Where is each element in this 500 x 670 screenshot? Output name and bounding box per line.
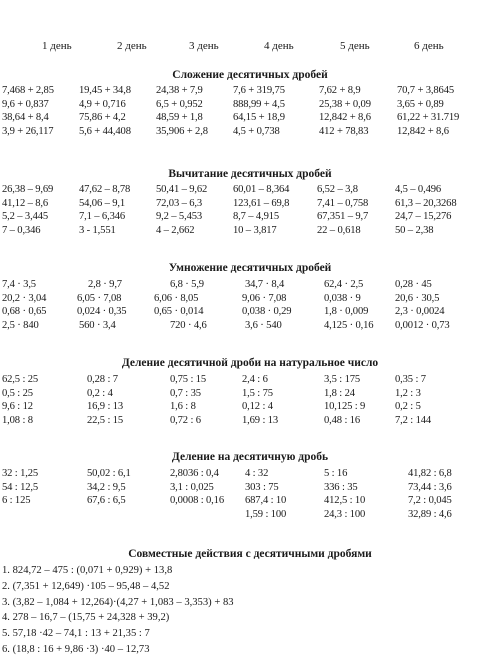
problem-cell: 19,45 + 34,8 <box>79 85 131 96</box>
problem-cell: 9,6 + 0,837 <box>2 98 49 110</box>
table-row <box>2 400 498 414</box>
problem-cell: 0,2 : 4 <box>87 387 113 399</box>
problem-cell: 0,28 : 7 <box>87 374 118 385</box>
list-item: 1. 824,72 – 475 : (0,071 + 0,929) + 13,8 <box>2 565 173 576</box>
problem-cell: 7 – 0,346 <box>2 224 41 236</box>
problem-cell: 9,06 · 7,08 <box>242 292 287 304</box>
section-title-addition: Сложение десятичных дробей <box>172 69 328 81</box>
problem-cell: 62,4 · 2,5 <box>324 279 364 290</box>
table-row <box>2 319 498 333</box>
problem-cell: 54,06 – 9,1 <box>79 197 126 209</box>
problem-cell: 687,4 : 10 <box>245 495 287 507</box>
problem-cell: 7,2 : 144 <box>395 414 432 426</box>
problem-cell: 5 : 16 <box>324 468 348 479</box>
problem-cell: 32,89 : 4,6 <box>408 508 452 520</box>
problem-cell: 6,52 – 3,8 <box>317 184 358 195</box>
problem-cell: 35,906 + 2,8 <box>156 125 208 137</box>
problem-cell: 2,4 : 6 <box>242 374 268 385</box>
problem-cell: 34,7 · 8,4 <box>245 279 285 290</box>
problem-cell: 1,8 : 24 <box>324 387 355 399</box>
problem-cell: 1,08 : 8 <box>2 414 33 426</box>
table-row <box>2 84 498 98</box>
problem-cell: 0,35 : 7 <box>395 374 426 385</box>
problem-cell: 0,68 · 0,65 <box>2 306 47 318</box>
problem-cell: 1,69 : 13 <box>242 414 279 426</box>
table-row <box>2 508 498 522</box>
problem-cell: 12,842 + 8,6 <box>319 112 371 124</box>
problem-cell: 48,59 + 1,8 <box>156 112 203 124</box>
problem-cell: 24,7 – 15,276 <box>395 211 452 223</box>
problem-cell: 0,7 : 35 <box>170 387 201 399</box>
problem-cell: 2,8036 : 0,4 <box>170 468 219 479</box>
combined-list <box>2 563 498 658</box>
problem-cell: 1,6 : 8 <box>170 401 196 413</box>
problem-cell: 4,125 · 0,16 <box>324 319 374 331</box>
division-natural-grid <box>2 373 498 427</box>
problem-cell: 24,38 + 7,9 <box>156 85 203 96</box>
problem-cell: 8,7 – 4,915 <box>233 211 280 223</box>
section-title-combined: Совместные действия с десятичными дробями <box>128 548 372 560</box>
problem-cell: 67,6 : 6,5 <box>87 495 126 507</box>
section-title-division-natural: Деление десятичной дроби на натуральное число <box>121 357 379 369</box>
problem-cell: 5,6 + 44,408 <box>79 125 131 137</box>
problem-cell: 0,12 : 4 <box>242 401 273 413</box>
table-row <box>2 210 498 224</box>
problem-cell: 1,8 · 0,009 <box>324 306 369 318</box>
list-item: 3. (3,82 – 1,084 + 12,264)·(4,27 + 1,083 – 3,353) + 83 <box>2 596 234 608</box>
section-title-subtraction: Вычитание десятичных дробей <box>168 168 332 180</box>
problem-cell: 0,0012 · 0,73 <box>395 319 450 331</box>
table-row <box>2 197 498 211</box>
problem-cell: 50 – 2,38 <box>395 224 434 236</box>
subtraction-grid <box>2 183 498 237</box>
problem-cell: 47,62 – 8,78 <box>79 184 131 195</box>
problem-cell: 4,9 + 0,716 <box>79 98 126 110</box>
division-decimal-grid <box>2 467 498 521</box>
table-row <box>2 183 498 197</box>
problem-cell: 10,125 : 9 <box>324 401 366 413</box>
problem-cell: 2,8 · 9,7 <box>88 279 122 290</box>
problem-cell: 12,842 + 8,6 <box>397 125 449 137</box>
table-row <box>2 467 498 481</box>
table-row <box>2 494 498 508</box>
problem-cell: 9,2 – 5,453 <box>156 211 203 223</box>
problem-cell: 0,5 : 25 <box>2 387 33 399</box>
problem-cell: 22 – 0,618 <box>317 224 361 236</box>
section-title-division-decimal: Деление на десятичную дробь <box>171 451 329 463</box>
problem-cell: 3,1 : 0,025 <box>170 481 214 493</box>
day-label: 5 день <box>340 40 370 52</box>
problem-cell: 60,01 – 8,364 <box>233 184 290 195</box>
problem-cell: 7,6 + 319,75 <box>233 85 285 96</box>
problem-cell: 61,3 – 20,3268 <box>395 197 457 209</box>
problem-cell: 560 · 3,4 <box>79 319 116 331</box>
problem-cell: 20,6 · 30,5 <box>395 292 440 304</box>
problem-cell: 7,2 : 0,045 <box>408 495 452 507</box>
day-label: 6 день <box>414 40 444 52</box>
table-row <box>2 224 498 238</box>
table-row <box>2 125 498 139</box>
problem-cell: 6,8 · 5,9 <box>170 279 204 290</box>
problem-cell: 0,75 : 15 <box>170 374 207 385</box>
problem-cell: 7,62 + 8,9 <box>319 85 361 96</box>
problem-cell: 6,05 · 7,08 <box>77 292 122 304</box>
problem-cell: 64,15 + 18,9 <box>233 112 285 124</box>
table-row <box>2 481 498 495</box>
problem-cell: 54 : 12,5 <box>2 481 39 493</box>
problem-cell: 0,038 · 9 <box>324 292 361 304</box>
table-row <box>2 278 498 292</box>
day-label: 3 день <box>189 40 219 52</box>
list-item: 2. (7,351 + 12,649) ·105 – 95,48 – 4,52 <box>2 580 170 592</box>
problem-cell: 22,5 : 15 <box>87 414 124 426</box>
problem-cell: 6,06 · 8,05 <box>154 292 199 304</box>
problem-cell: 41,12 – 8,6 <box>2 197 49 209</box>
day-header-row <box>0 40 500 54</box>
problem-cell: 1,2 : 3 <box>395 387 421 399</box>
problem-cell: 38,64 + 8,4 <box>2 112 49 124</box>
problem-cell: 4,5 + 0,738 <box>233 125 280 137</box>
problem-cell: 72,03 – 6,3 <box>156 197 203 209</box>
problem-cell: 41,82 : 6,8 <box>408 468 452 479</box>
problem-cell: 7,41 – 0,758 <box>317 197 369 209</box>
problem-cell: 7,468 + 2,85 <box>2 85 54 96</box>
problem-cell: 70,7 + 3,8645 <box>397 85 454 96</box>
problem-cell: 412 + 78,83 <box>319 125 369 137</box>
problem-cell: 26,38 – 9,69 <box>2 184 54 195</box>
table-row <box>2 387 498 401</box>
table-row <box>2 111 498 125</box>
problem-cell: 1,5 : 75 <box>242 387 273 399</box>
table-row <box>2 98 498 112</box>
problem-cell: 7,1 – 6,346 <box>79 211 126 223</box>
problem-cell: 2,3 · 0,0024 <box>395 306 445 318</box>
problem-cell: 6 : 125 <box>2 495 31 507</box>
table-row <box>2 373 498 387</box>
problem-cell: 3,65 + 0,89 <box>397 98 444 110</box>
problem-cell: 75,86 + 4,2 <box>79 112 126 124</box>
problem-cell: 720 · 4,6 <box>170 319 207 331</box>
day-label: 1 день <box>42 40 72 52</box>
problem-cell: 61,22 + 31.719 <box>397 112 460 124</box>
problem-cell: 0,72 : 6 <box>170 414 201 426</box>
problem-cell: 1,59 : 100 <box>245 508 287 520</box>
problem-cell: 0,038 · 0,29 <box>242 306 292 318</box>
day-label: 2 день <box>117 40 147 52</box>
problem-cell: 32 : 1,25 <box>2 468 39 479</box>
list-item: 5. 57,18 ·42 – 74,1 : 13 + 21,35 : 7 <box>2 628 150 640</box>
problem-cell: 50,02 : 6,1 <box>87 468 131 479</box>
problem-cell: 4 – 2,662 <box>156 224 195 236</box>
problem-cell: 24,3 : 100 <box>324 508 366 520</box>
problem-cell: 9,6 : 12 <box>2 401 33 413</box>
problem-cell: 34,2 : 9,5 <box>87 481 126 493</box>
problem-cell: 412,5 : 10 <box>324 495 366 507</box>
problem-cell: 0,48 : 16 <box>324 414 361 426</box>
multiplication-grid <box>2 278 498 332</box>
addition-grid <box>2 84 498 138</box>
problem-cell: 62,5 : 25 <box>2 374 39 385</box>
problem-cell: 2,5 · 840 <box>2 319 39 331</box>
problem-cell: 0,2 : 5 <box>395 401 421 413</box>
table-row <box>2 292 498 306</box>
list-item: 4. 278 – 16,7 – (15,75 + 24,328 + 39,2) <box>2 612 170 624</box>
list-item: 6. (18,8 : 16 + 9,86 ·3) ·40 – 12,73 <box>2 643 150 655</box>
problem-cell: 336 : 35 <box>324 481 358 493</box>
problem-cell: 3 - 1,551 <box>79 224 116 236</box>
problem-cell: 123,61 – 69,8 <box>233 197 290 209</box>
problem-cell: 73,44 : 3,6 <box>408 481 452 493</box>
problem-cell: 4,5 – 0,496 <box>395 184 442 195</box>
problem-cell: 67,351 – 9,7 <box>317 211 369 223</box>
problem-cell: 0,28 · 45 <box>395 279 432 290</box>
problem-cell: 3,6 · 540 <box>245 319 282 331</box>
problem-cell: 50,41 – 9,62 <box>156 184 208 195</box>
table-row <box>2 414 498 428</box>
section-title-multiplication: Умножение десятичных дробей <box>168 262 332 274</box>
problem-cell: 0,65 · 0,014 <box>154 306 204 318</box>
problem-cell: 6,5 + 0,952 <box>156 98 203 110</box>
table-row <box>2 305 498 319</box>
problem-cell: 4 : 32 <box>245 468 269 479</box>
day-label: 4 день <box>264 40 294 52</box>
problem-cell: 7,4 · 3,5 <box>2 279 36 290</box>
problem-cell: 0,024 · 0,35 <box>77 306 127 318</box>
problem-cell: 3,9 + 26,117 <box>2 125 54 137</box>
problem-cell: 303 : 75 <box>245 481 279 493</box>
problem-cell: 888,99 + 4,5 <box>233 98 285 110</box>
problem-cell: 20,2 · 3,04 <box>2 292 47 304</box>
problem-cell: 25,38 + 0,09 <box>319 98 371 110</box>
problem-cell: 10 – 3,817 <box>233 224 277 236</box>
problem-cell: 16,9 : 13 <box>87 401 124 413</box>
problem-cell: 0,0008 : 0,16 <box>170 495 224 507</box>
problem-cell: 3,5 : 175 <box>324 374 361 385</box>
problem-cell: 5,2 – 3,445 <box>2 211 49 223</box>
